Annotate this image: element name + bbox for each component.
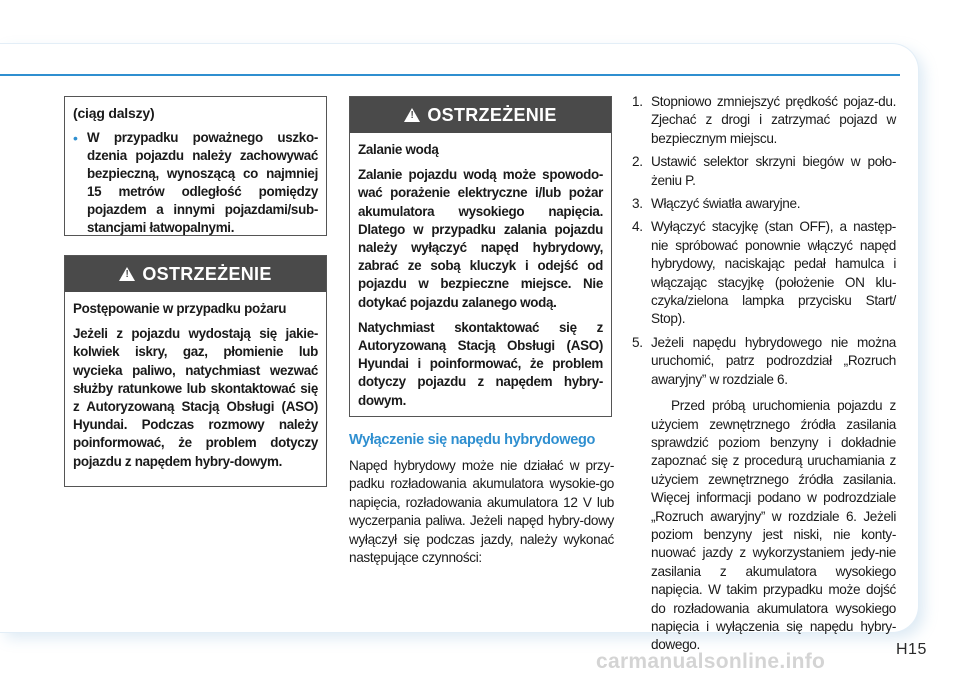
step-item [632, 334, 896, 389]
warning-title: Zalanie wodą [358, 142, 439, 157]
warning-triangle-icon: ! [404, 108, 420, 122]
warning-header-label: OSTRZEŻENIE [142, 263, 272, 284]
step-text: Wyłączyć stacyjkę (stan OFF), a następ-nie spróbować ponownie włączyć napęd hybrydowy, naciskając pedał hamulca i włączając stacyjkę (położenie ON klu-czyka/zielona lampka przycisku Start/ Stop). [651, 219, 896, 327]
page-number: H15 [896, 641, 927, 658]
watermark: carmanualsonline.info [596, 650, 826, 673]
header-rule [0, 74, 900, 76]
warning-fire-box [64, 255, 327, 487]
steps-list [632, 93, 896, 655]
step-text: Ustawić selektor skrzyni biegów w poło-żeniu P. [651, 154, 896, 188]
step-extra-text: Przed próbą uruchomienia pojazdu z użyciem zewnętrznego źródła zasilania sprawdzić poziom benzyny i dokładnie zapoznać się z procedurą uruchamiania z użyciem zewnętrznego źródła zasilania. Więcej informacji podano w podrozdziale „Rozruch awaryjny” w rozdziale 6. Jeżeli poziom benzyny jest niski, nie konty-nuować jazdy z wykorzystaniem jedy-nie zasilania z akumulatora wysokiego napięcia. W takim przypadku może dojść do rozładowania akumulatora wysokiego napięcia i wyłączenia się napędu hybry-dowego. [651, 398, 896, 653]
continued-note-box [64, 96, 327, 236]
section-heading: Wyłączenie się napędu hybrydowego [349, 432, 596, 448]
warning-body [350, 133, 611, 418]
bullet-item [73, 129, 318, 237]
step-item [632, 153, 896, 190]
step-number: 3. [632, 196, 643, 212]
bullet-text: W przypadku poważnego uszko-dzenia pojazdu należy zachowywać bezpieczną, wynoszącą co najmniej 15 metrów odległość pomiędzy pojazdem a innymi pojazdami/sub-stancjami łatwopalnymi. [87, 130, 318, 235]
step-number: 2. [632, 154, 643, 170]
step-text: Stopniowo zmniejszyć prędkość pojaz-du. Zjechać z drogi i zatrzymać pojazd w bezpiecznym miejscu. [651, 94, 896, 146]
section-paragraph: Napęd hybrydowy może nie działać w przy-padku rozładowania akumulatora wysokie-go napięcia, rozładowania akumulatora 12 V lub wyczerpania paliwa. Jeżeli napęd hybry-dowy wyłączył się podczas jazdy, należy wykonać następujące czynności: [349, 458, 614, 566]
warning-body [65, 292, 326, 479]
warning-text: Jeżeli z pojazdu wydostają się jakie-kolwiek iskry, gaz, płomienie lub wycieka paliwo, natychmiast wezwać służby ratunkowe lub skontaktować się z Autoryzowaną Stacją Obsługi (ASO) Hyundai. Podczas rozmowy należy poinformować, że problem dotyczy pojazdu z napędem hybry-dowym. [73, 326, 318, 469]
step-text: Jeżeli napędu hybrydowego nie można uruchomić, patrz podrozdział „Rozruch awaryjny” w rozdziale 6. [651, 334, 896, 387]
step-number: 1. [632, 94, 643, 109]
warning-text: Natychmiast skontaktować się z Autoryzowaną Stacją Obsługi (ASO) Hyundai i poinformować, że problem dotyczy pojazdu z napędem hybry-dowym. [358, 319, 603, 408]
bullet-dot-icon: • [73, 130, 78, 146]
warning-header [350, 97, 611, 133]
step-number: 5. [632, 334, 643, 350]
warning-header [65, 256, 326, 292]
continued-title: (ciąg dalszy) [73, 105, 155, 121]
step-item [632, 93, 896, 148]
warning-header-label: OSTRZEŻENIE [427, 104, 557, 125]
warning-flood-box [349, 96, 612, 417]
step-item [632, 195, 896, 213]
warning-triangle-icon: ! [119, 267, 135, 281]
warning-title: Postępowanie w przypadku pożaru [73, 301, 287, 316]
step-extra-item [632, 397, 896, 655]
warning-text: Zalanie pojazdu wodą może spowodo-wać porażenie elektryczne i/lub pożar akumulatora wysokiego napięcia. Dlatego w przypadku zalania pojazdu należy wyłączyć napęd hybrydowy, zabrać ze sobą kluczyk i odejść od pojazdu w bezpieczne miejsce. Nie dotykać pojazdu zalanego wodą. [358, 167, 603, 310]
step-item [632, 218, 896, 328]
step-text: Włączyć światła awaryjne. [651, 196, 801, 212]
step-number: 4. [632, 219, 643, 235]
